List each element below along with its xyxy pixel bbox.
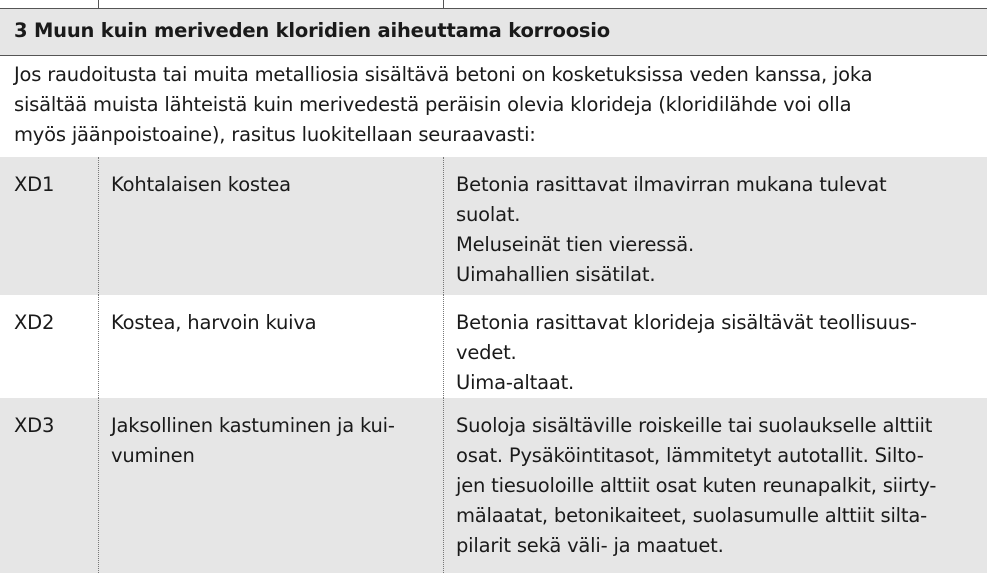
column-divider xyxy=(98,157,99,295)
previous-table-edge xyxy=(0,0,987,9)
section-header xyxy=(0,9,987,56)
environment-condition: Kostea, harvoin kuiva xyxy=(111,311,317,334)
column-divider xyxy=(98,295,99,398)
intro-line: myös jäänpoistoaine), rasitus luokitellaan seuraavasti: xyxy=(14,123,536,146)
column-divider xyxy=(443,295,444,398)
intro-line: Jos raudoitusta tai muita metalliosia sisältävä betoni on kosketuksissa veden kanssa, joka xyxy=(14,63,873,86)
table-row xyxy=(0,157,987,295)
exposure-class-code: XD2 xyxy=(14,311,55,334)
column-divider xyxy=(443,157,444,295)
example-description: Suoloja sisältäville roiskeille tai suolaukselle alttiit osat. Pysäköintitasot, lämmitetyt autotallit. Silto- jen tiesuoloille alttiit osat kuten reunapalkit, siirty- mälaatat, betonikaiteet, suolasumulle alttiit silta- pilarit sekä väli- ja maatuet. xyxy=(456,414,937,557)
environment-condition: Jaksollinen kastuminen ja kui- vuminen xyxy=(111,414,395,467)
column-divider xyxy=(443,0,444,8)
example-description: Betonia rasittavat ilmavirran mukana tulevat suolat. Meluseinät tien vieressä. Uimahallien sisätilat. xyxy=(456,173,887,286)
intro-paragraph xyxy=(14,60,979,150)
section-title: 3 Muun kuin meriveden kloridien aiheuttama korroosio xyxy=(14,19,610,42)
exposure-class-code: XD3 xyxy=(14,414,55,437)
column-divider xyxy=(98,0,99,8)
table-row xyxy=(0,295,987,398)
exposure-class-code: XD1 xyxy=(14,173,55,196)
column-divider xyxy=(98,398,99,573)
environment-condition: Kohtalaisen kostea xyxy=(111,173,291,196)
intro-line: sisältää muista lähteistä kuin merivedestä peräisin olevia klorideja (kloridilähde voi olla xyxy=(14,93,852,116)
example-description: Betonia rasittavat klorideja sisältävät teollisuus- vedet. Uima-altaat. xyxy=(456,311,917,394)
column-divider xyxy=(443,398,444,573)
table-row xyxy=(0,398,987,573)
